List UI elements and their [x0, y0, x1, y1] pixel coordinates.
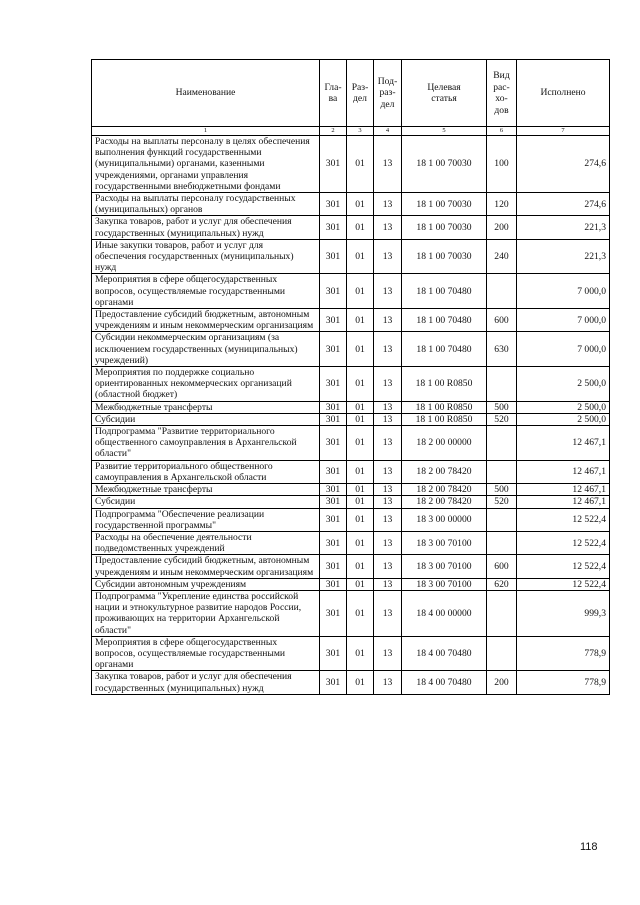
row-glava: 301 [320, 193, 347, 216]
row-amount: 12 467,1 [517, 484, 610, 496]
row-vid: 620 [487, 578, 517, 590]
row-name: Субсидии автономным учреждениям [92, 578, 320, 590]
row-vid [487, 274, 517, 309]
row-podrazdel: 13 [374, 274, 402, 309]
row-name: Закупка товаров, работ и услуг для обеспечения государственных (муниципальных) нужд [92, 671, 320, 694]
row-vid [487, 367, 517, 402]
row-amount: 221,3 [517, 216, 610, 239]
row-razdel: 01 [347, 413, 374, 425]
row-statya: 18 1 00 70480 [402, 274, 487, 309]
header-podrazdel-text: Под- раз- дел [377, 75, 398, 110]
row-razdel: 01 [347, 590, 374, 636]
row-vid: 100 [487, 136, 517, 193]
table-row [92, 531, 610, 554]
table-row [92, 460, 610, 483]
row-podrazdel: 13 [374, 508, 402, 531]
row-statya: 18 3 00 00000 [402, 508, 487, 531]
row-amount: 221,3 [517, 239, 610, 274]
table-row [92, 239, 610, 274]
row-name: Межбюджетные трансферты [92, 484, 320, 496]
row-vid: 500 [487, 484, 517, 496]
row-razdel: 01 [347, 401, 374, 413]
row-podrazdel: 13 [374, 590, 402, 636]
row-razdel: 01 [347, 274, 374, 309]
row-vid: 500 [487, 401, 517, 413]
row-amount: 12 522,4 [517, 531, 610, 554]
table-row [92, 484, 610, 496]
row-podrazdel: 13 [374, 460, 402, 483]
row-podrazdel: 13 [374, 636, 402, 671]
row-amount: 7 000,0 [517, 332, 610, 367]
table-row [92, 578, 610, 590]
row-razdel: 01 [347, 309, 374, 332]
row-podrazdel: 13 [374, 555, 402, 578]
row-glava: 301 [320, 636, 347, 671]
row-vid: 120 [487, 193, 517, 216]
row-razdel: 01 [347, 193, 374, 216]
row-statya: 18 3 00 70100 [402, 555, 487, 578]
row-razdel: 01 [347, 484, 374, 496]
column-number-row [92, 127, 610, 136]
table-row [92, 496, 610, 508]
row-glava: 301 [320, 508, 347, 531]
row-statya: 18 1 00 R0850 [402, 413, 487, 425]
row-amount: 12 467,1 [517, 426, 610, 461]
col-number: 3 [347, 127, 374, 136]
row-amount: 274,6 [517, 136, 610, 193]
header-row [92, 60, 610, 127]
row-name: Расходы на выплаты персоналу государственных (муниципальных) органов [92, 193, 320, 216]
row-amount: 274,6 [517, 193, 610, 216]
row-razdel: 01 [347, 531, 374, 554]
row-vid [487, 426, 517, 461]
table-row [92, 332, 610, 367]
row-statya: 18 1 00 70480 [402, 332, 487, 367]
col-number: 2 [320, 127, 347, 136]
row-name: Расходы на выплаты персоналу в целях обеспечения выполнения функций государственными (муниципальными) органами, казенными учреждениями, органами управления государственными внебюджетными фондами [92, 136, 320, 193]
row-glava: 301 [320, 367, 347, 402]
row-glava: 301 [320, 531, 347, 554]
row-podrazdel: 13 [374, 216, 402, 239]
table-row [92, 367, 610, 402]
row-name: Подпрограмма "Обеспечение реализации государственной программы" [92, 508, 320, 531]
header-vid [487, 60, 517, 127]
row-name: Расходы на обеспечение деятельности подведомственных учреждений [92, 531, 320, 554]
col-number: 1 [92, 127, 320, 136]
row-vid: 600 [487, 555, 517, 578]
row-podrazdel: 13 [374, 193, 402, 216]
row-statya: 18 1 00 70030 [402, 136, 487, 193]
row-vid: 200 [487, 671, 517, 694]
row-glava: 301 [320, 239, 347, 274]
row-razdel: 01 [347, 426, 374, 461]
row-statya: 18 2 00 78420 [402, 484, 487, 496]
row-razdel: 01 [347, 636, 374, 671]
row-glava: 301 [320, 426, 347, 461]
row-name: Предоставление субсидий бюджетным, автономным учреждениям и иным некоммерческим организациям [92, 309, 320, 332]
header-name-text: Наименование [175, 87, 236, 99]
row-vid: 520 [487, 413, 517, 425]
row-amount: 999,3 [517, 590, 610, 636]
row-vid: 520 [487, 496, 517, 508]
row-glava: 301 [320, 590, 347, 636]
row-razdel: 01 [347, 216, 374, 239]
table-row [92, 590, 610, 636]
row-vid: 200 [487, 216, 517, 239]
header-glava [320, 60, 347, 127]
table-row [92, 216, 610, 239]
col-number: 4 [374, 127, 402, 136]
row-amount: 7 000,0 [517, 274, 610, 309]
row-razdel: 01 [347, 496, 374, 508]
row-glava: 301 [320, 555, 347, 578]
row-glava: 301 [320, 413, 347, 425]
table-row [92, 426, 610, 461]
row-name: Межбюджетные трансферты [92, 401, 320, 413]
row-name: Субсидии [92, 413, 320, 425]
header-statya [402, 60, 487, 127]
header-amount [517, 60, 610, 127]
row-podrazdel: 13 [374, 413, 402, 425]
header-vid-text: Вид рас- хо- дов [493, 70, 510, 116]
header-amount-text: Исполнено [540, 87, 586, 99]
row-razdel: 01 [347, 239, 374, 274]
row-razdel: 01 [347, 508, 374, 531]
row-name: Подпрограмма "Укрепление единства российской нации и этнокультурное развитие народов России, проживающих на территории Архангельской области" [92, 590, 320, 636]
table-row [92, 636, 610, 671]
row-amount: 12 467,1 [517, 460, 610, 483]
row-statya: 18 1 00 70480 [402, 309, 487, 332]
row-name: Мероприятия по поддержке социально ориентированных некоммерческих организаций (областной бюджет) [92, 367, 320, 402]
row-podrazdel: 13 [374, 531, 402, 554]
row-glava: 301 [320, 496, 347, 508]
table-row [92, 274, 610, 309]
row-glava: 301 [320, 274, 347, 309]
row-vid [487, 508, 517, 531]
row-name: Подпрограмма "Развитие территориального общественного самоуправления в Архангельской области" [92, 426, 320, 461]
row-glava: 301 [320, 136, 347, 193]
row-razdel: 01 [347, 367, 374, 402]
row-glava: 301 [320, 578, 347, 590]
table-row [92, 193, 610, 216]
col-number: 5 [402, 127, 487, 136]
row-razdel: 01 [347, 136, 374, 193]
row-vid: 630 [487, 332, 517, 367]
row-podrazdel: 13 [374, 239, 402, 274]
row-name: Предоставление субсидий бюджетным, автономным учреждениям и иным некоммерческим организациям [92, 555, 320, 578]
row-name: Мероприятия в сфере общегосударственных вопросов, осуществляемые государственными органами [92, 636, 320, 671]
row-statya: 18 3 00 70100 [402, 578, 487, 590]
row-vid: 240 [487, 239, 517, 274]
row-vid: 600 [487, 309, 517, 332]
row-razdel: 01 [347, 671, 374, 694]
row-statya: 18 4 00 70480 [402, 636, 487, 671]
row-statya: 18 4 00 00000 [402, 590, 487, 636]
row-razdel: 01 [347, 332, 374, 367]
header-statya-text: Целевая статья [427, 81, 461, 104]
budget-table [91, 59, 610, 695]
row-statya: 18 3 00 70100 [402, 531, 487, 554]
row-glava: 301 [320, 332, 347, 367]
header-glava-text: Гла- ва [324, 81, 342, 104]
row-podrazdel: 13 [374, 401, 402, 413]
row-podrazdel: 13 [374, 332, 402, 367]
row-amount: 12 522,4 [517, 578, 610, 590]
col-number: 6 [487, 127, 517, 136]
row-glava: 301 [320, 460, 347, 483]
row-name: Мероприятия в сфере общегосударственных вопросов, осуществляемые государственными органами [92, 274, 320, 309]
row-podrazdel: 13 [374, 309, 402, 332]
row-statya: 18 1 00 70030 [402, 216, 487, 239]
table-row [92, 413, 610, 425]
row-amount: 2 500,0 [517, 367, 610, 402]
table-row [92, 136, 610, 193]
row-glava: 301 [320, 216, 347, 239]
table-row [92, 401, 610, 413]
row-name: Развитие территориального общественного самоуправления в Архангельской области [92, 460, 320, 483]
row-podrazdel: 13 [374, 496, 402, 508]
row-statya: 18 1 00 R0850 [402, 401, 487, 413]
row-amount: 12 522,4 [517, 508, 610, 531]
row-vid [487, 636, 517, 671]
row-glava: 301 [320, 401, 347, 413]
row-razdel: 01 [347, 555, 374, 578]
row-glava: 301 [320, 309, 347, 332]
table-row [92, 508, 610, 531]
row-podrazdel: 13 [374, 426, 402, 461]
row-statya: 18 2 00 78420 [402, 460, 487, 483]
row-amount: 2 500,0 [517, 401, 610, 413]
row-razdel: 01 [347, 578, 374, 590]
table-row [92, 671, 610, 694]
row-statya: 18 2 00 78420 [402, 496, 487, 508]
row-amount: 778,9 [517, 671, 610, 694]
row-vid [487, 460, 517, 483]
row-amount: 2 500,0 [517, 413, 610, 425]
header-name [92, 60, 320, 127]
row-amount: 778,9 [517, 636, 610, 671]
row-amount: 7 000,0 [517, 309, 610, 332]
row-amount: 12 467,1 [517, 496, 610, 508]
row-podrazdel: 13 [374, 578, 402, 590]
col-number: 7 [517, 127, 610, 136]
row-name: Субсидии некоммерческим организациям (за исключением государственных (муниципальных) учреждений) [92, 332, 320, 367]
page-number: 118 [580, 841, 598, 853]
row-statya: 18 1 00 70030 [402, 239, 487, 274]
row-podrazdel: 13 [374, 136, 402, 193]
row-statya: 18 1 00 R0850 [402, 367, 487, 402]
row-name: Субсидии [92, 496, 320, 508]
row-statya: 18 4 00 70480 [402, 671, 487, 694]
row-vid [487, 590, 517, 636]
row-glava: 301 [320, 671, 347, 694]
row-name: Закупка товаров, работ и услуг для обеспечения государственных (муниципальных) нужд [92, 216, 320, 239]
row-statya: 18 1 00 70030 [402, 193, 487, 216]
row-razdel: 01 [347, 460, 374, 483]
table-row [92, 555, 610, 578]
table-row [92, 309, 610, 332]
header-razdel-text: Раз- дел [351, 81, 369, 104]
row-glava: 301 [320, 484, 347, 496]
row-statya: 18 2 00 00000 [402, 426, 487, 461]
header-podrazdel [374, 60, 402, 127]
row-amount: 12 522,4 [517, 555, 610, 578]
row-name: Иные закупки товаров, работ и услуг для обеспечения государственных (муниципальных) нужд [92, 239, 320, 274]
row-podrazdel: 13 [374, 484, 402, 496]
row-podrazdel: 13 [374, 367, 402, 402]
header-razdel [347, 60, 374, 127]
row-vid [487, 531, 517, 554]
row-podrazdel: 13 [374, 671, 402, 694]
